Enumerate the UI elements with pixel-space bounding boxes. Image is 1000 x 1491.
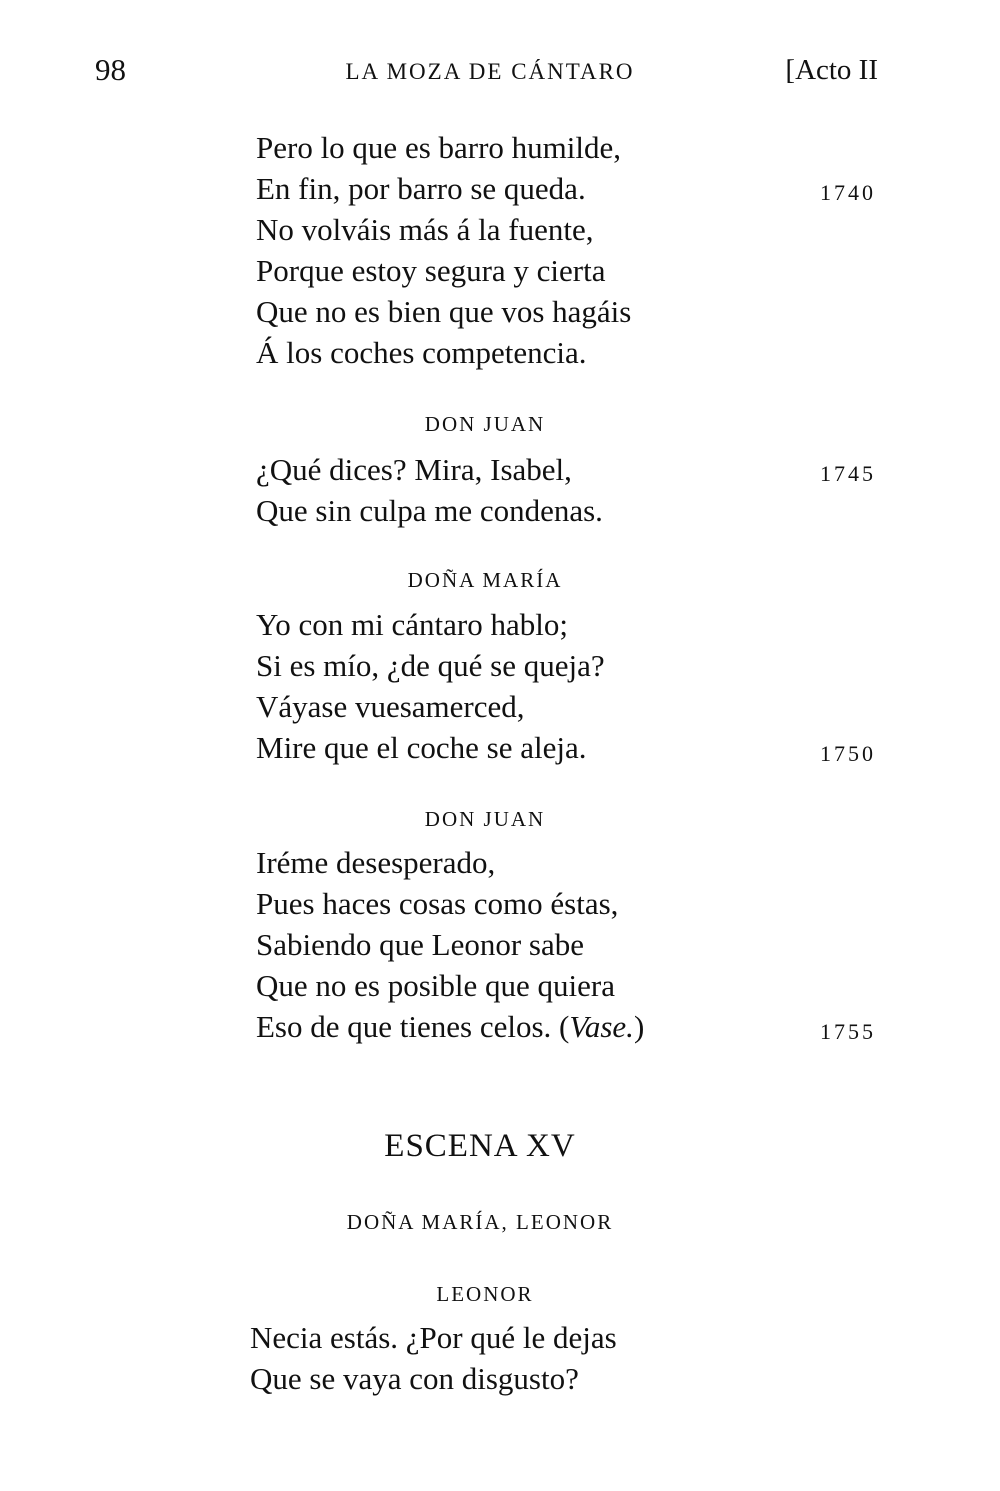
verse-line: Necia estás. ¿Por qué le dejas bbox=[250, 1320, 617, 1355]
verse-line: No volváis más á la fuente, bbox=[256, 212, 594, 247]
stage-direction-close: ) bbox=[633, 1009, 645, 1044]
verse-line: ¿Qué dices? Mira, Isabel, bbox=[256, 452, 572, 487]
verse-line: Que no es posible que quiera bbox=[256, 968, 615, 1003]
speaker-name bbox=[0, 412, 1000, 437]
line-number: 1755 bbox=[820, 1019, 876, 1044]
verse-line: Váyase vuesamerced, bbox=[256, 689, 525, 724]
verse-line: Sabiendo que Leonor sabe bbox=[256, 927, 584, 962]
stage-direction: Vase. bbox=[569, 1009, 634, 1044]
speaker-name-text: LEONOR bbox=[436, 1282, 534, 1306]
verse-line: Á los coches competencia. bbox=[256, 335, 587, 370]
verse-line: Que se vaya con disgusto? bbox=[250, 1361, 579, 1396]
speaker-name bbox=[0, 568, 1000, 593]
verse-line: En fin, por barro se queda. bbox=[256, 171, 586, 206]
verse-line: Si es mío, ¿de qué se queja? bbox=[256, 648, 605, 683]
verse-line: Yo con mi cántaro hablo; bbox=[256, 607, 568, 642]
verse-line: Porque estoy segura y cierta bbox=[256, 253, 606, 288]
verse-text: Eso de que tienes celos. ( bbox=[256, 1009, 570, 1044]
verse-line: Pero lo que es barro humilde, bbox=[256, 130, 622, 165]
scene-heading-text: ESCENA XV bbox=[384, 1128, 576, 1164]
act-label: [Acto II bbox=[785, 54, 878, 86]
line-number: 1740 bbox=[820, 180, 876, 205]
verse-line: Mire que el coche se aleja. bbox=[256, 730, 587, 765]
verse-line: Que no es bien que vos hagáis bbox=[256, 294, 632, 329]
scene-characters bbox=[0, 1210, 1000, 1235]
speaker-name bbox=[0, 1282, 1000, 1307]
running-head bbox=[0, 52, 1000, 92]
scene-characters-text: DOÑA MARÍA, LEONOR bbox=[346, 1210, 614, 1234]
page-number: 98 bbox=[95, 52, 126, 87]
verse-line bbox=[256, 1009, 644, 1045]
running-title-text: LA MOZA DE CÁNTARO bbox=[345, 59, 635, 84]
speaker-name-text: DON JUAN bbox=[424, 807, 546, 831]
scene-heading bbox=[0, 1128, 1000, 1165]
line-number: 1750 bbox=[820, 741, 876, 766]
verse-line: Pues haces cosas como éstas, bbox=[256, 886, 619, 921]
verse-line: Iréme desesperado, bbox=[256, 845, 496, 880]
speaker-name-text: DOÑA MARÍA bbox=[407, 568, 563, 592]
speaker-name-text: DON JUAN bbox=[424, 412, 546, 436]
verse-line: Que sin culpa me condenas. bbox=[256, 493, 603, 528]
line-number: 1745 bbox=[820, 461, 876, 486]
speaker-name bbox=[0, 807, 1000, 832]
